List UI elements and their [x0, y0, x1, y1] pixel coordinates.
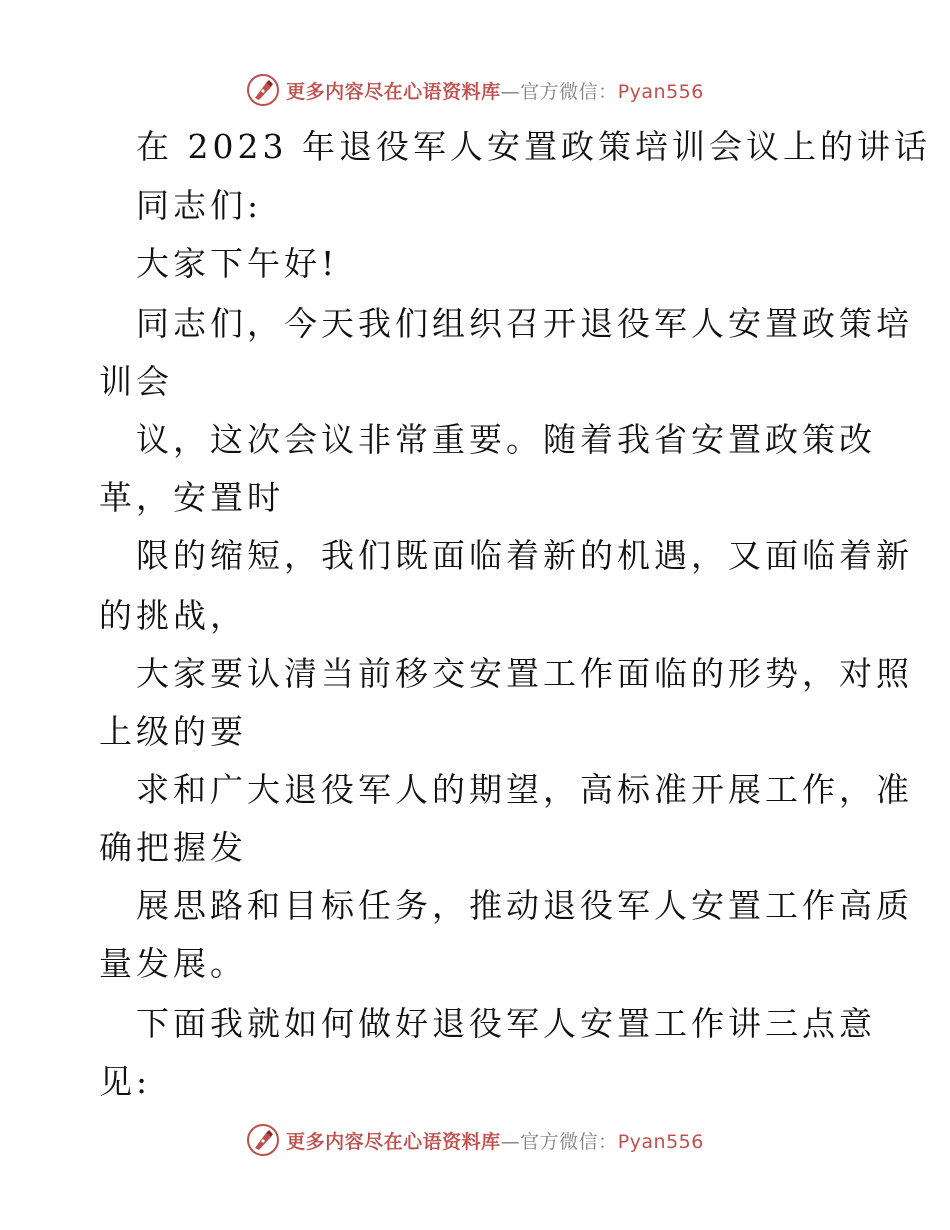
watermark-brand: 更多内容尽在心语资料库	[286, 80, 501, 103]
paragraph-line: 上级的要	[99, 712, 247, 751]
watermark-separator: ：	[598, 1130, 618, 1153]
watermark-official: 官方微信	[520, 80, 599, 103]
watermark-dash: —	[500, 1130, 521, 1153]
watermark-separator: ：	[598, 80, 618, 103]
paragraph-line: 展思路和目标任务，推动退役军人安置工作高质	[136, 886, 913, 925]
watermark-dash: —	[500, 80, 521, 103]
paragraph-line: 确把握发	[99, 828, 247, 867]
header-watermark	[0, 70, 950, 110]
paragraph-line: 见:	[99, 1062, 152, 1101]
paragraph-line: 革，安置时	[99, 478, 284, 517]
paragraph-line: 大家下午好!	[136, 244, 339, 283]
watermark-wechat-id: Pyan556	[617, 80, 704, 103]
pen-nib-logo-icon	[246, 73, 280, 107]
paragraph-line: 议，这次会议非常重要。随着我省安置政策改	[136, 420, 876, 459]
watermark-brand: 更多内容尽在心语资料库	[286, 1130, 501, 1153]
document-title: 在 2023 年退役军人安置政策培训会议上的讲话	[136, 127, 931, 166]
watermark-official: 官方微信	[520, 1130, 599, 1153]
paragraph-line: 大家要认清当前移交安置工作面临的形势，对照	[136, 654, 913, 693]
watermark-wechat-id: Pyan556	[617, 1130, 704, 1153]
paragraph-line: 训会	[99, 362, 173, 401]
paragraph-line: 求和广大退役军人的期望，高标准开展工作，准	[136, 770, 913, 809]
pen-nib-logo-icon	[246, 1123, 280, 1157]
paragraph-line: 同志们:	[136, 186, 263, 225]
paragraph-line: 下面我就如何做好退役军人安置工作讲三点意	[136, 1004, 876, 1043]
paragraph-line: 的挑战，	[99, 596, 247, 635]
footer-watermark	[0, 1120, 950, 1160]
paragraph-line: 量发展。	[99, 944, 247, 983]
paragraph-line: 限的缩短，我们既面临着新的机遇，又面临着新	[136, 536, 913, 575]
paragraph-line: 同志们，今天我们组织召开退役军人安置政策培	[136, 304, 913, 343]
